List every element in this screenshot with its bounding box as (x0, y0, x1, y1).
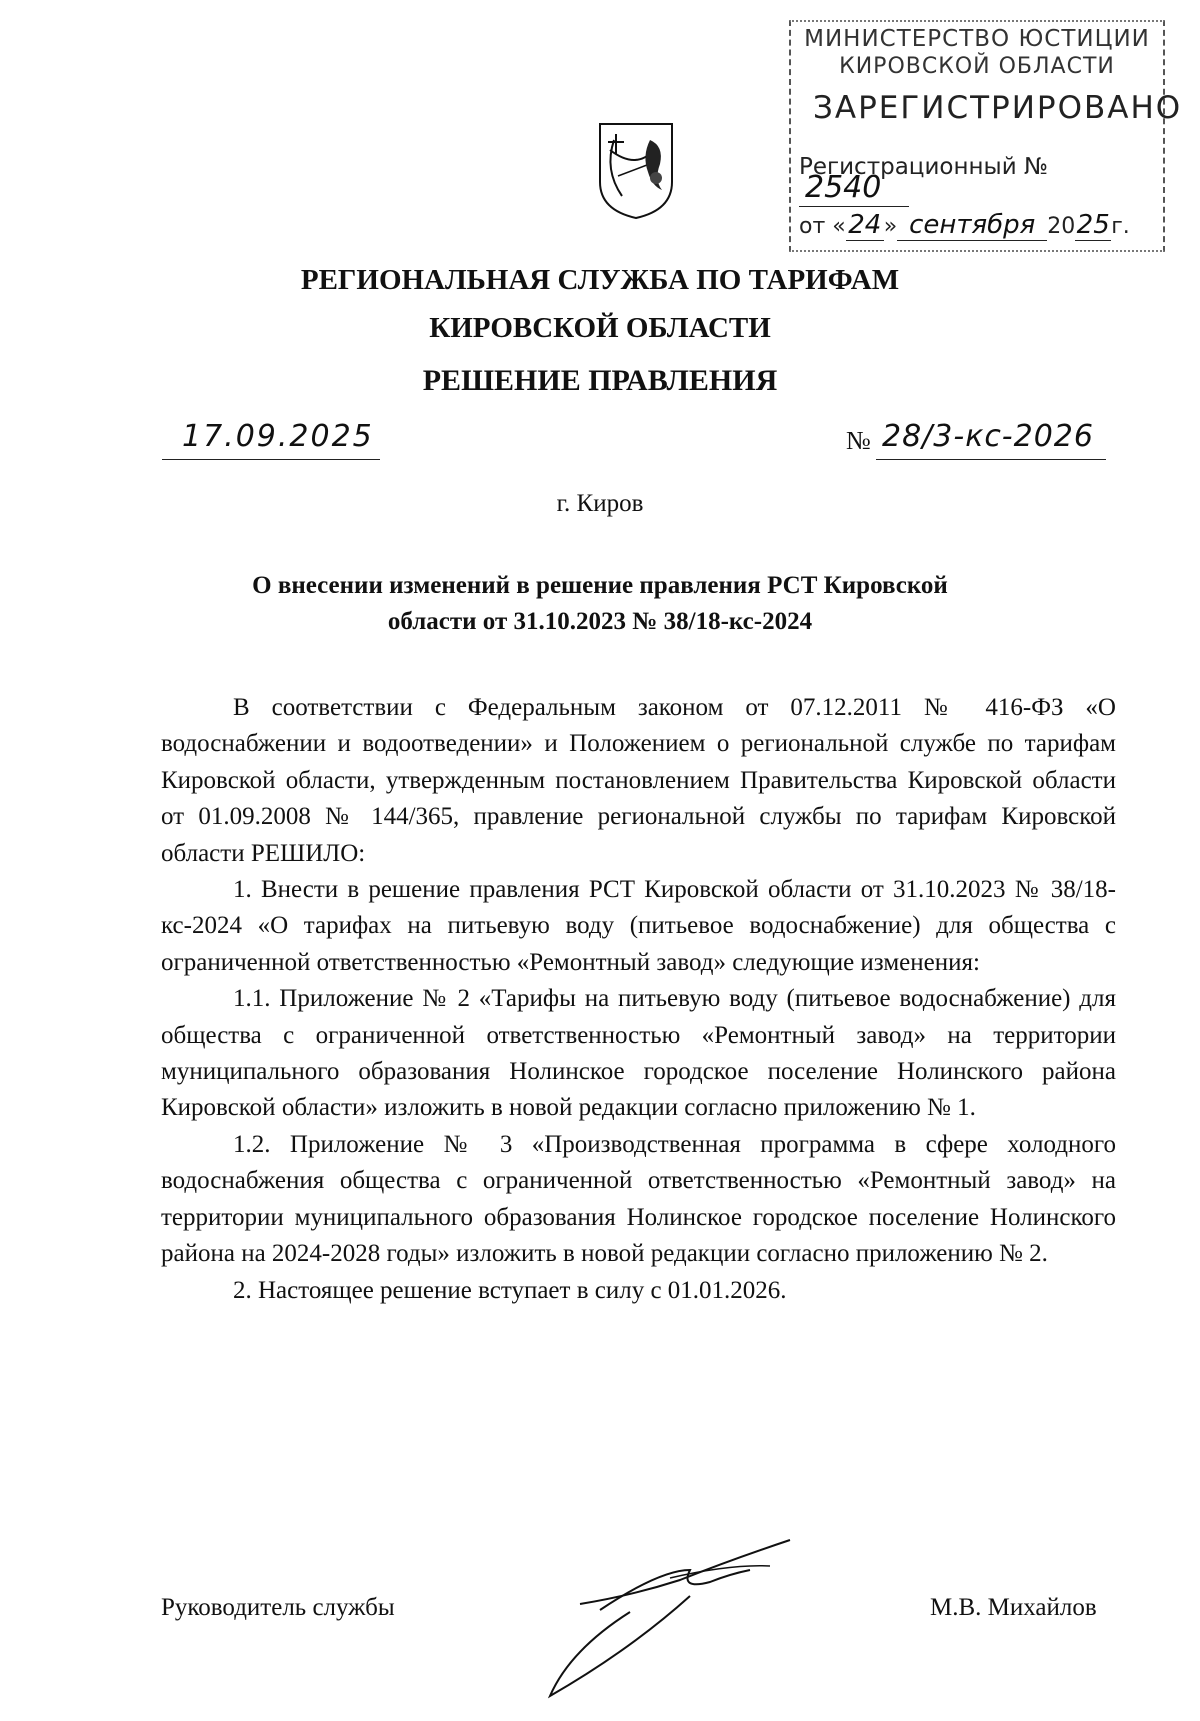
item-1-paragraph: 1. Внести в решение правления РСТ Кировской области от 31.10.2023 № 38/18-кс-2024 «О тарифах на питьевую воду (питьевое водоснабжение) для общества с ограниченной ответственностью «Ремонтный завод» следующие изменения: (161, 876, 1116, 976)
decision-date: 17.09.2025 (162, 423, 380, 460)
decision-number: 28/3-кс-2026 (876, 423, 1106, 460)
stamp-date-row: от «24 » сентября 2025г. (799, 210, 1130, 240)
document-type: РЕШЕНИЕ ПРАВЛЕНИЯ (422, 364, 778, 397)
stamp-ministry: МИНИСТЕРСТВО ЮСТИЦИИ (804, 26, 1150, 52)
item-2-paragraph: 2. Настоящее решение вступает в силу с 01.01.2026. (233, 1276, 787, 1304)
stamp-date-day: 24 (846, 210, 884, 241)
item-1-1-paragraph: 1.1. Приложение № 2 «Тарифы на питьевую воду (питьевое водоснабжение) для общества с ограниченной ответственностью «Ремонтный завод» на территории муниципального образования Нолинское городское поселение Нолинского района Кировской области» изложить в новой редакции согласно приложению № 1. (161, 985, 1116, 1122)
document-body (161, 690, 1116, 1309)
stamp-reg-number-row (799, 154, 1163, 207)
stamp-date-year: 25 (1076, 210, 1110, 240)
stamp-registered: ЗАРЕГИСТРИРОВАНО (813, 90, 1183, 126)
stamp-reg-number-label: Регистрационный № (799, 154, 1048, 180)
handwritten-signature (430, 1500, 890, 1720)
organization-name: РЕГИОНАЛЬНАЯ СЛУЖБА ПО ТАРИФАМ КИРОВСКОЙ ОБЛАСТИ (300, 264, 900, 344)
coat-of-arms-emblem (596, 120, 676, 220)
stamp-date-month: сентября (897, 210, 1047, 241)
signatory-role: Руководитель службы (161, 1594, 395, 1621)
document-subject: О внесении изменений в решение правления РСТ Кировской области от 31.10.2023 № 38/18-кс-2024 (252, 572, 948, 635)
preamble-paragraph: В соответствии с Федеральным законом от 07.12.2011 № 416-ФЗ «О водоснабжении и водоотведении» и Положением о региональной службе по тарифам Кировской области, утвержденным постановлением Правительства Кировской области от 01.09.2008 № 144/365, правление региональной службы по тарифам Кировской области РЕШИЛО: (161, 694, 1116, 867)
registration-stamp (789, 20, 1183, 252)
stamp-reg-number: 2540 (805, 170, 882, 205)
number-label: № (846, 426, 871, 455)
city: г. Киров (556, 490, 644, 517)
stamp-region: КИРОВСКОЙ ОБЛАСТИ (839, 54, 1115, 79)
signatory-name: М.В. Михайлов (930, 1594, 1097, 1621)
item-1-2-paragraph: 1.2. Приложение № 3 «Производственная программа в сфере холодного водоснабжения общества с ограниченной ответственностью «Ремонтный завод» на территории муниципального образования Нолинское городское поселение Нолинского района на 2024-2028 годы» изложить в новой редакции согласно приложению № 2. (161, 1130, 1116, 1268)
